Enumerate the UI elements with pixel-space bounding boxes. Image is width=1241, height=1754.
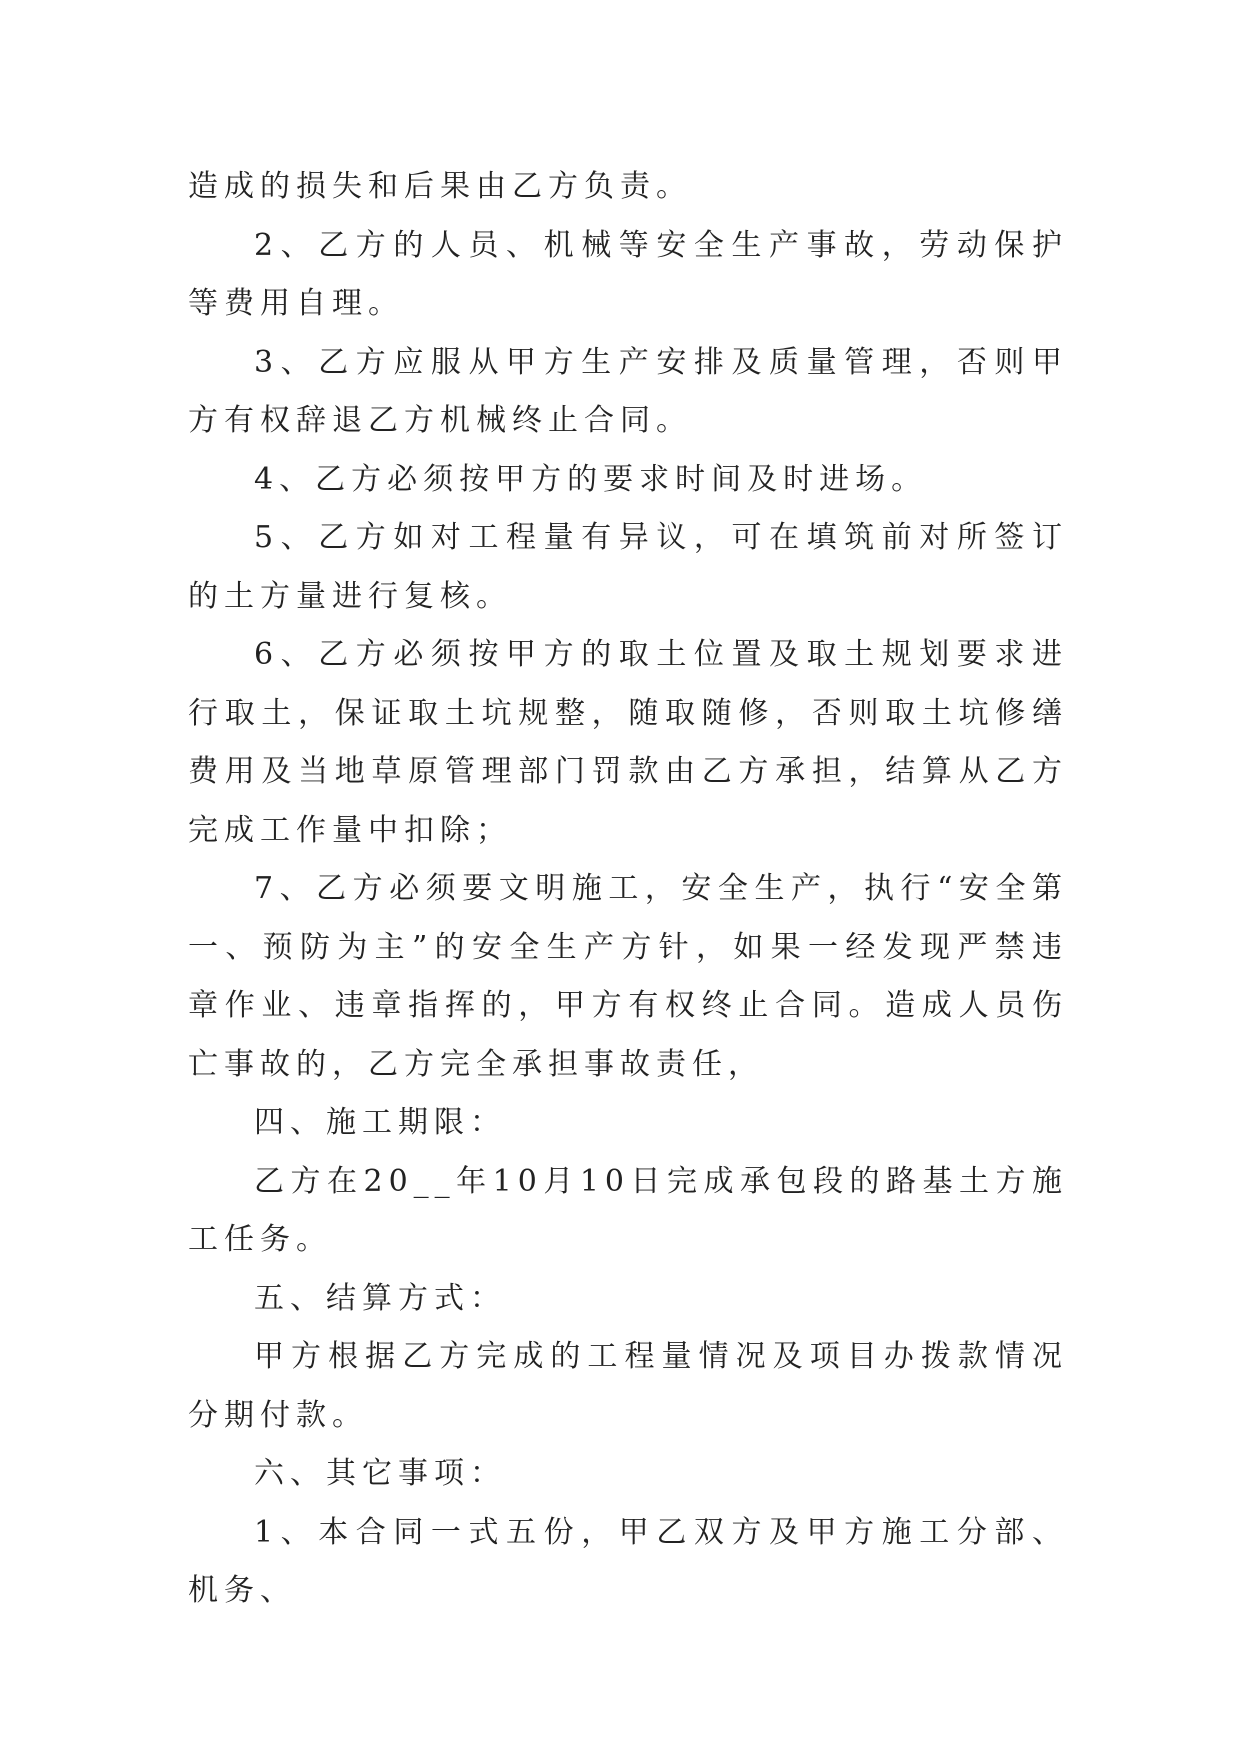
paragraph-clause-6: 6、乙方必须按甲方的取土位置及取土规划要求进行取土，保证取土坑规整，随取随修，否则取土坑修缮费用及当地草原管理部门罚款由乙方承担，结算从乙方完成工作量中扣除；: [188, 637, 1068, 848]
document-body: [188, 158, 1068, 1621]
section-heading-settlement: 五、结算方式：: [254, 1280, 506, 1316]
paragraph-loss-responsibility: 造成的损失和后果由乙方负责。: [188, 169, 692, 204]
paragraph-clause-7: 7、乙方必须要文明施工，安全生产，执行“安全第一、预防为主”的安全生产方针，如果一经发现严禁违章作业、违章指挥的，甲方有权终止合同。造成人员伤亡事故的，乙方完全承担事故责任，: [188, 871, 1068, 1082]
paragraph-clause-3: 3、乙方应服从甲方生产安排及质量管理，否则甲方有权辞退乙方机械终止合同。: [188, 344, 1068, 438]
paragraph-other-clause-1: 1、本合同一式五份，甲乙双方及甲方施工分部、机务、: [188, 1514, 1068, 1608]
paragraph-clause-5: 5、乙方如对工程量有异议，可在填筑前对所签订的土方量进行复核。: [188, 520, 1068, 614]
paragraph-clause-2: 2、乙方的人员、机械等安全生产事故，劳动保护等费用自理。: [188, 227, 1068, 321]
paragraph-construction-period: 乙方在20__年10月10日完成承包段的路基土方施工任务。: [188, 1163, 1068, 1257]
paragraph-clause-4: 4、乙方必须按甲方的要求时间及时进场。: [254, 461, 928, 497]
section-heading-other-matters: 六、其它事项：: [254, 1456, 506, 1491]
paragraph-settlement: 甲方根据乙方完成的工程量情况及项目办拨款情况分期付款。: [188, 1339, 1068, 1433]
section-heading-construction-period: 四、施工期限：: [254, 1105, 506, 1140]
